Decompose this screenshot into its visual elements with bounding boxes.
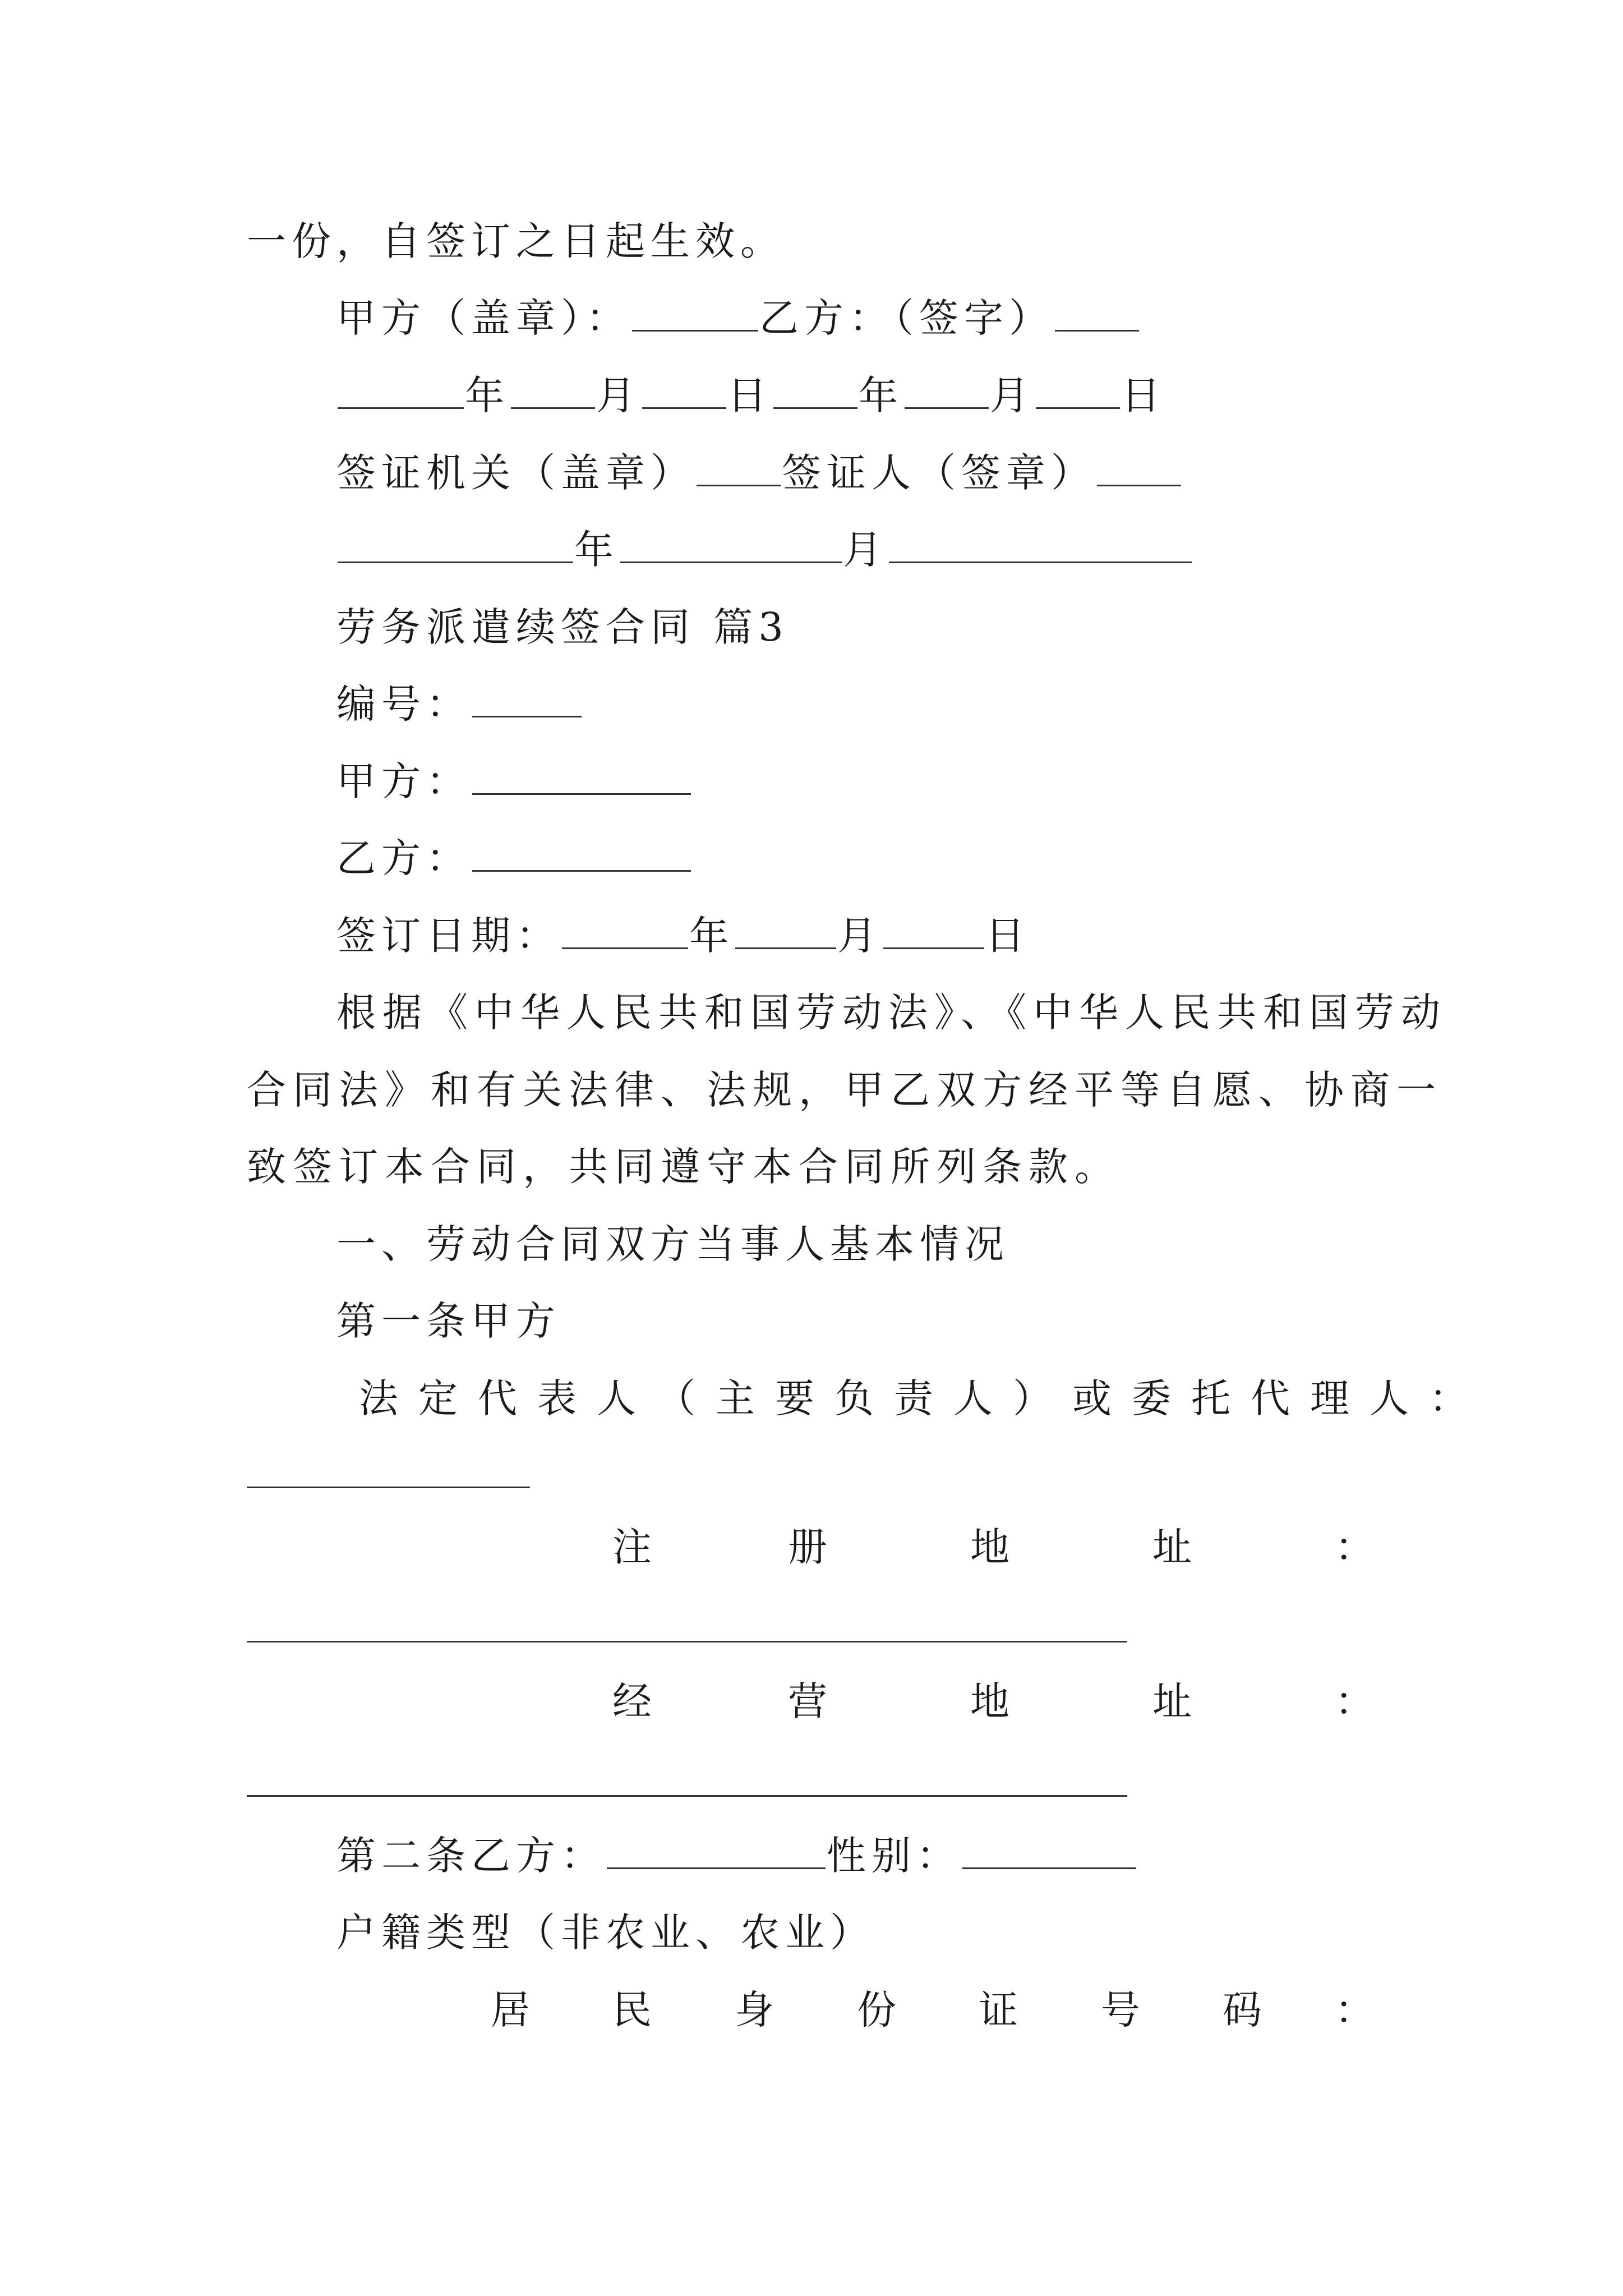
- blank: [607, 1865, 826, 1869]
- char: 身: [735, 1987, 774, 2033]
- number-line: [336, 681, 1623, 727]
- party-b-sign-label: 乙方：（签字）: [759, 295, 1054, 341]
- month-label: 月: [843, 527, 888, 573]
- blank: [511, 405, 595, 409]
- blank: [472, 714, 582, 717]
- visa-date: [336, 527, 1623, 573]
- sign-date-label: 签订日期：: [336, 913, 561, 959]
- blank: [1097, 482, 1181, 486]
- char: 册: [788, 1524, 827, 1570]
- char: 地: [970, 1524, 1009, 1570]
- blank: [642, 405, 726, 409]
- paragraph-text: 合同法》和有关法律、法规，甲乙双方经平等自愿、协商一: [247, 1067, 1442, 1113]
- char: 民: [612, 1987, 652, 2033]
- blank: [697, 482, 781, 486]
- party-b-label: 乙方：: [336, 835, 471, 881]
- blank: [905, 405, 989, 409]
- day-label: 日: [1121, 372, 1166, 418]
- month-label: 月: [596, 372, 641, 418]
- char: 证: [979, 1987, 1018, 2033]
- line-text: 一份，自签订之日起生效。: [247, 218, 785, 264]
- party-b-line: [336, 835, 1623, 881]
- blank: [632, 328, 758, 332]
- day-label: 日: [727, 372, 772, 418]
- section-heading: [336, 1221, 1623, 1267]
- month-label: 月: [990, 372, 1035, 418]
- blank: [472, 791, 691, 795]
- party-a-seal-label: 甲方（盖章）：: [336, 295, 631, 341]
- section-heading-text: 一、劳动合同双方当事人基本情况: [336, 1221, 1009, 1267]
- article-heading: [336, 1298, 1623, 1344]
- visa-line: [336, 450, 1623, 496]
- gender-label: 性别：: [827, 1833, 961, 1879]
- char: 居: [491, 1987, 530, 2033]
- signature-line-parties: [336, 295, 1623, 341]
- blank: [1036, 405, 1120, 409]
- legal-rep-line: [359, 1375, 1623, 1421]
- party-a-label: 甲方：: [336, 758, 471, 804]
- blank: [620, 559, 842, 563]
- char: 址: [1152, 1678, 1192, 1724]
- day-label: 日: [985, 913, 1030, 959]
- char: 份: [857, 1987, 896, 2033]
- number-label: 编号：: [336, 681, 471, 727]
- month-label: 月: [837, 913, 882, 959]
- article-2-line: [336, 1833, 1623, 1879]
- blank: [472, 868, 691, 872]
- hukou-label: 户籍类型（非农业、农业）: [336, 1910, 875, 1955]
- visa-authority-label: 签证机关（盖章）: [336, 450, 695, 496]
- contract-title: 劳务派遣续签合同 篇3: [336, 604, 789, 650]
- paragraph-text: 根据《中华人民共和国劳动法》、《中华人民共和国劳动: [336, 990, 1447, 1036]
- blank: [338, 405, 464, 409]
- char: 注: [612, 1524, 652, 1570]
- article-2-label: 第二条乙方：: [336, 1833, 606, 1879]
- article-1-label: 第一条甲方: [336, 1298, 561, 1344]
- section-title: [336, 604, 1623, 650]
- legal-rep-label: 法定代表人（主要负责人）或委托代理人：: [359, 1375, 1488, 1421]
- blank: [773, 405, 857, 409]
- text-line: [247, 218, 1623, 264]
- year-label: 年: [574, 527, 619, 573]
- char: 号: [1101, 1987, 1140, 2033]
- blank: [962, 1865, 1136, 1869]
- sign-date-line: [336, 913, 1623, 959]
- char: 码: [1223, 1987, 1262, 2033]
- blank: [1055, 328, 1139, 332]
- blank: [247, 1795, 1127, 1797]
- year-label: 年: [465, 372, 510, 418]
- char: 地: [970, 1678, 1009, 1724]
- paragraph-line: [336, 990, 1623, 1036]
- blank: [338, 559, 573, 563]
- blank: [247, 1487, 530, 1488]
- char: 营: [788, 1678, 827, 1724]
- paragraph-text: 致签订本合同，共同遵守本合同所列条款。: [247, 1144, 1121, 1190]
- hukou-line: [336, 1910, 1623, 1955]
- char: ：: [1335, 1987, 1374, 2033]
- blank: [735, 945, 836, 949]
- signature-dates: [336, 372, 1623, 418]
- visa-person-label: 签证人（签章）: [782, 450, 1096, 496]
- year-label: 年: [859, 372, 903, 418]
- year-label: 年: [689, 913, 734, 959]
- blank: [562, 945, 688, 949]
- paragraph-line: [247, 1144, 1623, 1190]
- char: ：: [1335, 1524, 1374, 1570]
- paragraph-line: [247, 1067, 1623, 1113]
- party-a-line: [336, 758, 1623, 804]
- blank: [883, 945, 984, 949]
- blank: [247, 1641, 1127, 1642]
- char: 址: [1152, 1524, 1192, 1570]
- blank: [889, 559, 1192, 563]
- char: 经: [612, 1678, 652, 1724]
- char: ：: [1335, 1678, 1374, 1724]
